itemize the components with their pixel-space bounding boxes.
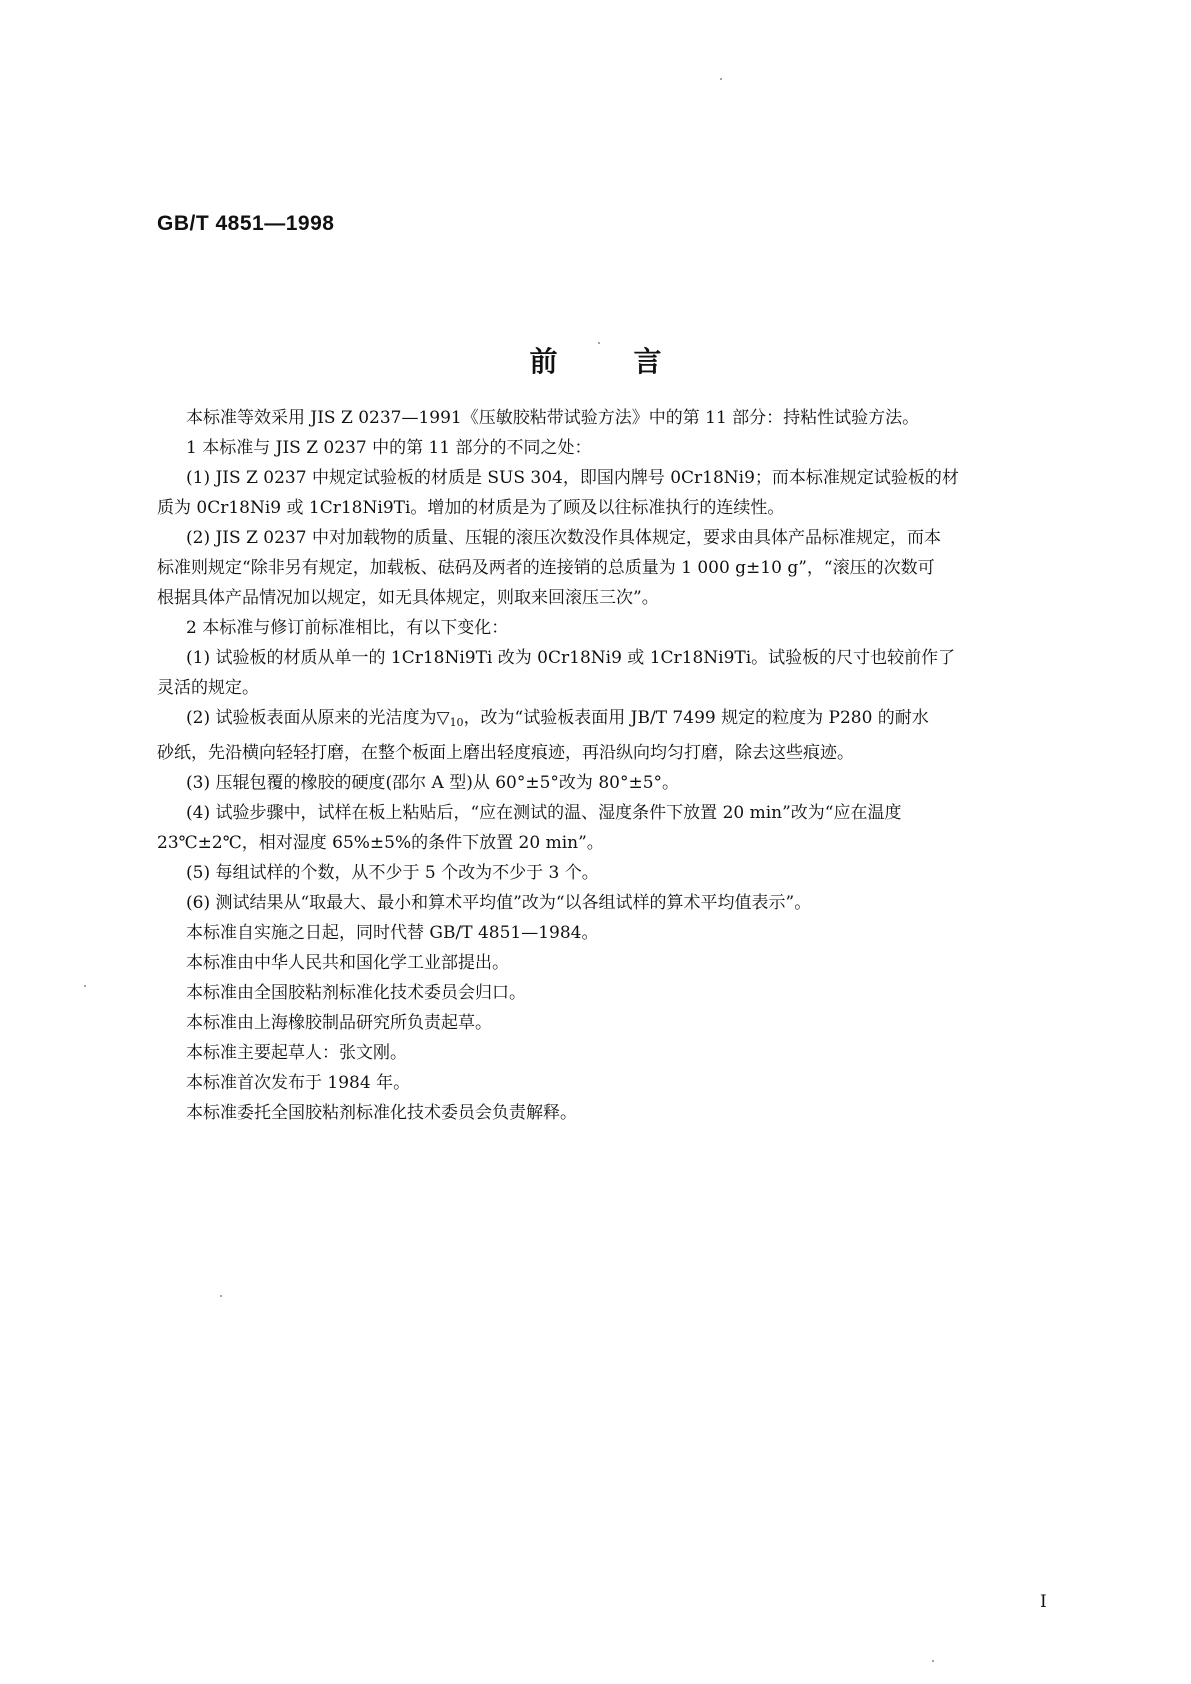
scan-speck [720, 78, 722, 80]
paragraph: (6) 测试结果从“取最大、最小和算术平均值”改为“以各组试样的算术平均值表示”。 [186, 893, 812, 913]
paragraph: 本标准由全国胶粘剂标准化技术委员会归口。 [186, 983, 526, 1003]
paragraph-continuation: 标准则规定“除非另有规定，加载板、砝码及两者的连接销的总质量为 1 000 g±10 g”，“滚压的次数可 [157, 558, 935, 578]
paragraph-part: (2) 试验板表面从原来的光洁度为▽ [186, 708, 450, 728]
paragraph: (4) 试验步骤中，试样在板上粘贴后，“应在测试的温、湿度条件下放置 20 min”改为“应在温度 [186, 803, 902, 823]
scan-speck [598, 342, 600, 344]
paragraph-part: ，改为“试验板表面用 JB/T 7499 规定的粒度为 P280 的耐水 [463, 708, 929, 728]
paragraph-continuation: 质为 0Cr18Ni9 或 1Cr18Ni9Ti。增加的材质是为了顾及以往标准执行的连续性。 [157, 498, 785, 518]
paragraph: 本标准由上海橡胶制品研究所负责起草。 [186, 1013, 492, 1033]
scan-speck [84, 985, 86, 987]
paragraph: 本标准自实施之日起，同时代替 GB/T 4851—1984。 [186, 923, 599, 943]
paragraph: (5) 每组试样的个数，从不少于 5 个改为不少于 3 个。 [186, 863, 599, 883]
page-number: I [1040, 1592, 1047, 1612]
paragraph: 本标准首次发布于 1984 年。 [186, 1073, 411, 1093]
paragraph: (2) JIS Z 0237 中对加载物的质量、压辊的滚压次数没作具体规定，要求由具体产品标准规定，而本 [186, 528, 941, 548]
page-title: 前言 [529, 345, 738, 378]
paragraph: 1 本标准与 JIS Z 0237 中的第 11 部分的不同之处： [186, 438, 592, 458]
smoothness-subscript: 10 [449, 716, 464, 729]
paragraph: (1) JIS Z 0237 中规定试验板的材质是 SUS 304，即国内牌号 0Cr18Ni9；而本标准规定试验板的材 [186, 468, 959, 488]
standard-code: GB/T 4851—1998 [157, 212, 335, 235]
paragraph-continuation: 灵活的规定。 [157, 678, 259, 698]
paragraph-continuation: 根据具体产品情况加以规定，如无具体规定，则取来回滚压三次”。 [157, 588, 659, 608]
paragraph-continuation: 23℃±2℃，相对湿度 65%±5%的条件下放置 20 min”。 [157, 833, 604, 853]
paragraph: 本标准等效采用 JIS Z 0237—1991《压敏胶粘带试验方法》中的第 11 部分：持粘性试验方法。 [186, 408, 920, 428]
scan-speck [220, 1295, 222, 1297]
paragraph-continuation: 砂纸，先沿横向轻轻打磨，在整个板面上磨出轻度痕迹，再沿纵向均匀打磨，除去这些痕迹。 [157, 743, 854, 763]
paragraph: (3) 压辊包覆的橡胶的硬度(邵尔 A 型)从 60°±5°改为 80°±5°。 [186, 773, 680, 793]
paragraph: 2 本标准与修订前标准相比，有以下变化： [186, 618, 509, 638]
paragraph: (1) 试验板的材质从单一的 1Cr18Ni9Ti 改为 0Cr18Ni9 或 1Cr18Ni9Ti。试验板的尺寸也较前作了 [186, 648, 956, 668]
paragraph: 本标准委托全国胶粘剂标准化技术委员会负责解释。 [186, 1103, 577, 1123]
foreword-body [157, 403, 1071, 1128]
paragraph [186, 703, 1071, 738]
scan-speck [932, 1660, 934, 1662]
paragraph: 本标准主要起草人：张文刚。 [186, 1043, 407, 1063]
paragraph: 本标准由中华人民共和国化学工业部提出。 [186, 953, 509, 973]
